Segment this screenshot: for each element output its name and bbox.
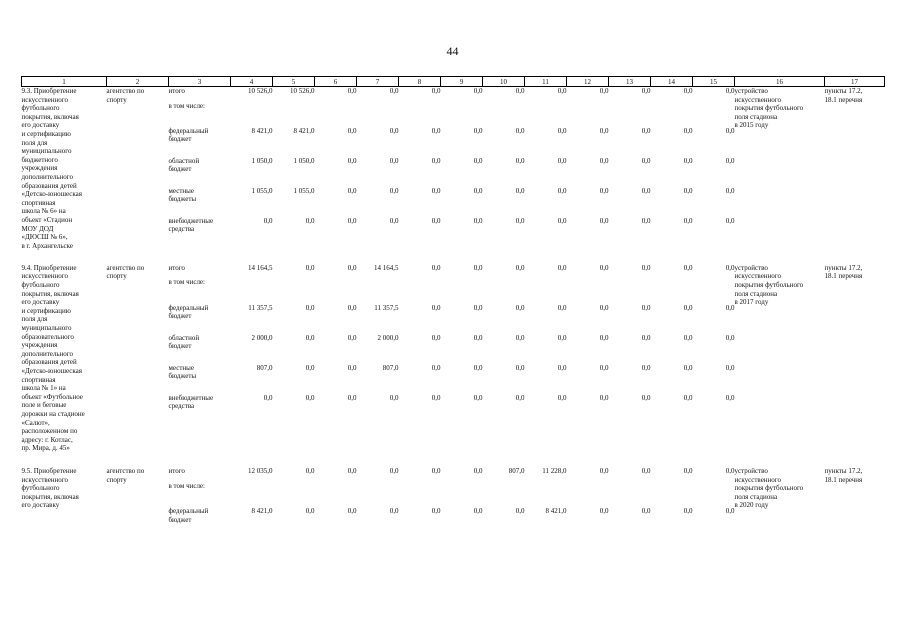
value-cell: 0,0	[515, 363, 525, 372]
table-body	[22, 87, 885, 538]
value-cell: 10 526,0	[290, 87, 315, 95]
funding-source-line: бюджет	[168, 342, 192, 351]
value-cell: 1 050,0	[251, 156, 273, 165]
including-label: в том числе:	[168, 278, 205, 287]
expected-result-line: поля стадиона	[734, 492, 778, 501]
value-cell: 0,0	[347, 467, 357, 476]
funding-source-line: бюджет	[168, 312, 192, 321]
measure-name-line: поля для	[21, 138, 48, 147]
funding-source-line: внебюджетные	[168, 393, 214, 402]
value-cell: 11 228,0	[542, 467, 567, 476]
measure-name-line: его доставку	[21, 501, 60, 510]
column-header-11: 11	[525, 77, 567, 87]
funding-source-line: областной	[168, 333, 200, 342]
executor	[107, 467, 169, 537]
funding-source-line: итого	[168, 467, 185, 476]
value-cell: 0,0	[305, 363, 315, 372]
reference-line: пункты 17.2,	[824, 467, 863, 476]
executor-line: спорту	[106, 475, 127, 484]
measure-name-line: объект «Стадион	[21, 215, 73, 224]
value-cell: 0,0	[683, 126, 693, 135]
executor	[107, 87, 169, 260]
value-cell: 0,0	[725, 87, 735, 95]
funding-source-line: итого	[168, 87, 185, 95]
measure-name-line: учреждения	[21, 164, 58, 173]
value-cell: 14 164,5	[374, 263, 399, 272]
funding-source	[169, 507, 231, 537]
header-row	[22, 77, 885, 87]
expected-result-line: искусственного	[734, 272, 781, 281]
value-cell: 0,0	[389, 507, 399, 516]
value-cell: 0,0	[515, 303, 525, 312]
value-cell: 0,0	[305, 507, 315, 516]
column-header-13: 13	[609, 77, 651, 87]
page-number: 44	[446, 44, 459, 58]
value-cell: 0,0	[599, 467, 609, 476]
value-cell: 0,0	[515, 156, 525, 165]
measure-name-line: футбольного	[21, 484, 60, 493]
value-cell: 0,0	[431, 156, 441, 165]
column-header-16: 16	[735, 77, 825, 87]
value-cell: 0,0	[473, 393, 483, 402]
column-header-15: 15	[693, 77, 735, 87]
measure-name-line: бюджетного	[21, 155, 58, 164]
value-cell: 0,0	[389, 393, 399, 402]
measure-name-line: МОУ ДОД	[21, 224, 54, 233]
measure-name-line: «Детско-юношеская	[21, 190, 82, 199]
value-cell: 0,0	[347, 363, 357, 372]
value-cell: 0,0	[599, 186, 609, 195]
value-cell: 11 357,5	[248, 303, 273, 312]
expected-result-line: в 2020 году	[734, 501, 769, 510]
measure-name-line: искусственного	[21, 95, 68, 104]
value-cell: 807,0	[382, 363, 399, 372]
funding-source	[169, 127, 231, 157]
measure-name-line: расположенном по	[21, 427, 78, 436]
measure-name-line: 9.4. Приобретение	[21, 263, 77, 272]
value-cell: 0,0	[557, 216, 567, 225]
value-cell: 0,0	[347, 263, 357, 272]
measure-name-line: покрытия, включая	[21, 289, 79, 298]
measure-name-line: «ДЮСШ № 6»,	[21, 233, 68, 242]
value-cell: 0,0	[431, 467, 441, 476]
value-cell: 0,0	[431, 126, 441, 135]
reference-line: пункты 17.2,	[824, 263, 863, 272]
measure-name-line: школа № 1» на	[21, 384, 66, 393]
value-cell: 0,0	[599, 303, 609, 312]
value-cell: 0,0	[599, 263, 609, 272]
column-header-3: 3	[169, 77, 231, 87]
measure-name-line: футбольного	[21, 281, 60, 290]
value-cell: 0,0	[305, 393, 315, 402]
value-cell: 0,0	[431, 393, 441, 402]
value-cell: 0,0	[515, 263, 525, 272]
funding-source-line: областной	[168, 156, 200, 165]
value-cell: 0,0	[431, 363, 441, 372]
value-cell: 1 050,0	[293, 156, 315, 165]
expected-result-line: устройство	[734, 263, 768, 272]
reference	[825, 467, 885, 537]
funding-source-line: федеральный	[168, 507, 209, 516]
value-cell: 8 421,0	[545, 507, 567, 516]
value-cell: 0,0	[725, 333, 735, 342]
value-cell: 0,0	[641, 303, 651, 312]
measure-name-line: образовательного	[21, 332, 74, 341]
value-cell: 0,0	[683, 186, 693, 195]
table-row	[22, 87, 885, 127]
measure-name-line: футбольного	[21, 104, 60, 113]
measure-name	[22, 467, 107, 537]
measure-name-line: пр. Мира, д. 45»	[21, 444, 70, 453]
measure-name-line: покрытия, включая	[21, 492, 79, 501]
measure-name	[22, 87, 107, 260]
funding-source-line: итого	[168, 263, 185, 272]
executor-line: спорту	[106, 272, 127, 281]
measure-name-line: его доставку	[21, 298, 60, 307]
table-row	[22, 264, 885, 304]
reference-line: 18.1 перечня	[824, 272, 863, 281]
value-cell: 0,0	[431, 216, 441, 225]
value-cell: 0,0	[599, 333, 609, 342]
value-cell: 0,0	[473, 263, 483, 272]
value-cell: 0,0	[725, 216, 735, 225]
measure-name-line: образования детей	[21, 181, 77, 190]
value-cell: 0,0	[641, 216, 651, 225]
funding-source	[169, 334, 231, 364]
value-cell: 0,0	[557, 263, 567, 272]
value-cell: 0,0	[683, 467, 693, 476]
value-cell: 0,0	[347, 156, 357, 165]
value-cell: 0,0	[599, 126, 609, 135]
value-cell: 0,0	[305, 467, 315, 476]
measure-name-line: учреждения	[21, 341, 58, 350]
expected-result-line: устройство	[734, 467, 768, 476]
value-cell: 0,0	[347, 507, 357, 516]
expected-result-line: покрытия футбольного	[734, 104, 804, 113]
reference-line: 18.1 перечня	[824, 95, 863, 104]
column-header-8: 8	[399, 77, 441, 87]
value-cell: 0,0	[347, 126, 357, 135]
value-cell: 0,0	[557, 87, 567, 95]
value-cell: 0,0	[515, 186, 525, 195]
expected-result-line: искусственного	[734, 95, 781, 104]
measure-name-line: дополнительного	[21, 172, 73, 181]
value-cell: 0,0	[683, 263, 693, 272]
value-cell: 14 164,5	[248, 263, 273, 272]
value-cell: 0,0	[641, 467, 651, 476]
expected-result	[735, 264, 825, 463]
value-cell: 1 055,0	[251, 186, 273, 195]
funding-source-line: бюджеты	[168, 195, 197, 204]
expected-result-line: в 2017 году	[734, 298, 769, 307]
value-cell: 0,0	[389, 87, 399, 95]
value-cell: 0,0	[641, 363, 651, 372]
value-cell: 0,0	[263, 216, 273, 225]
value-cell: 0,0	[347, 333, 357, 342]
value-cell: 0,0	[515, 333, 525, 342]
value-cell: 0,0	[473, 216, 483, 225]
funding-source	[169, 467, 231, 507]
value-cell: 0,0	[431, 333, 441, 342]
value-cell: 0,0	[683, 507, 693, 516]
value-cell: 0,0	[683, 156, 693, 165]
value-cell: 0,0	[431, 87, 441, 95]
funding-source	[169, 304, 231, 334]
value-cell: 0,0	[515, 126, 525, 135]
value-cell: 0,0	[557, 333, 567, 342]
column-header-10: 10	[483, 77, 525, 87]
table-row	[22, 467, 885, 507]
value-cell: 0,0	[557, 186, 567, 195]
measure-name-line: и сертификацию	[21, 306, 71, 315]
reference-line: пункты 17.2,	[824, 87, 863, 95]
funding-source-line: бюджет	[168, 165, 192, 174]
value-cell: 0,0	[473, 363, 483, 372]
measure-name-line: объект «Футбольное	[21, 392, 83, 401]
value-cell: 0,0	[557, 303, 567, 312]
column-header-5: 5	[273, 77, 315, 87]
including-label: в том числе:	[168, 481, 205, 490]
measure-name-line: и сертификацию	[21, 129, 71, 138]
measure-name-line: «Салют»,	[21, 418, 50, 427]
measure-name-line: школа № 6» на	[21, 207, 66, 216]
measure-name-line: его доставку	[21, 121, 60, 130]
value-cell: 807,0	[256, 363, 273, 372]
reference-line: 18.1 перечня	[824, 475, 863, 484]
value-cell: 0,0	[473, 156, 483, 165]
value-cell: 0,0	[347, 393, 357, 402]
value-cell: 0,0	[641, 126, 651, 135]
column-header-1: 1	[22, 77, 107, 87]
value-cell: 0,0	[389, 126, 399, 135]
value-cell: 0,0	[473, 467, 483, 476]
value-cell: 8 421,0	[251, 126, 273, 135]
value-cell: 0,0	[557, 393, 567, 402]
funding-source	[169, 157, 231, 187]
value-cell: 0,0	[599, 507, 609, 516]
value-cell: 0,0	[725, 263, 735, 272]
value-cell: 0,0	[347, 87, 357, 95]
value-cell: 0,0	[389, 156, 399, 165]
measure-name-line: 9.3. Приобретение	[21, 87, 77, 95]
column-header-7: 7	[357, 77, 399, 87]
measure-name	[22, 264, 107, 463]
funding-source	[169, 394, 231, 463]
funding-source	[169, 87, 231, 127]
measure-name-line: дорожки на стадионе	[21, 409, 85, 418]
value-cell: 0,0	[431, 303, 441, 312]
executor-line: агентство по	[106, 263, 145, 272]
value-cell: 0,0	[389, 186, 399, 195]
value-cell: 0,0	[599, 87, 609, 95]
value-cell: 0,0	[725, 126, 735, 135]
measure-name-line: покрытия, включая	[21, 112, 79, 121]
expected-result-line: в 2015 году	[734, 121, 769, 130]
expected-result-line: покрытия футбольного	[734, 484, 804, 493]
funding-source-line: местные	[168, 363, 194, 372]
column-header-6: 6	[315, 77, 357, 87]
budget-table	[21, 76, 885, 537]
funding-source-line: средства	[168, 402, 195, 411]
funding-source-line: бюджет	[168, 515, 192, 524]
funding-source-line: федеральный	[168, 303, 209, 312]
value-cell: 0,0	[347, 216, 357, 225]
value-cell: 0,0	[431, 186, 441, 195]
expected-result-line: поля стадиона	[734, 112, 778, 121]
value-cell: 0,0	[515, 216, 525, 225]
expected-result-line: поля стадиона	[734, 289, 778, 298]
value-cell: 0,0	[599, 216, 609, 225]
value-cell: 0,0	[725, 507, 735, 516]
reference	[825, 87, 885, 260]
funding-source-line: бюджет	[168, 135, 192, 144]
measure-name-line: образования детей	[21, 358, 77, 367]
expected-result-line: искусственного	[734, 475, 781, 484]
measure-name-line: поля для	[21, 315, 48, 324]
value-cell: 2 000,0	[377, 333, 399, 342]
value-cell: 0,0	[473, 507, 483, 516]
value-cell: 0,0	[557, 156, 567, 165]
column-header-12: 12	[567, 77, 609, 87]
including-label: в том числе:	[168, 101, 205, 110]
value-cell: 0,0	[725, 393, 735, 402]
executor-line: агентство по	[106, 467, 145, 476]
column-header-14: 14	[651, 77, 693, 87]
value-cell: 0,0	[641, 263, 651, 272]
value-cell: 0,0	[473, 333, 483, 342]
value-cell: 0,0	[515, 87, 525, 95]
funding-source	[169, 264, 231, 304]
value-cell: 0,0	[725, 467, 735, 476]
value-cell: 10 526,0	[248, 87, 273, 95]
value-cell: 0,0	[725, 186, 735, 195]
value-cell: 0,0	[683, 216, 693, 225]
value-cell: 0,0	[641, 87, 651, 95]
funding-source-line: бюджеты	[168, 372, 197, 381]
value-cell: 0,0	[305, 333, 315, 342]
executor-line: агентство по	[106, 87, 145, 95]
executor-line: спорту	[106, 95, 127, 104]
expected-result-line: устройство	[734, 87, 768, 95]
value-cell: 0,0	[305, 303, 315, 312]
value-cell: 0,0	[683, 303, 693, 312]
value-cell: 0,0	[347, 303, 357, 312]
value-cell: 0,0	[389, 216, 399, 225]
measure-name-line: искусственного	[21, 475, 68, 484]
value-cell: 0,0	[641, 186, 651, 195]
funding-source	[169, 364, 231, 394]
value-cell: 1 055,0	[293, 186, 315, 195]
value-cell: 0,0	[599, 156, 609, 165]
measure-name-line: спортивная	[21, 198, 56, 207]
value-cell: 0,0	[641, 156, 651, 165]
value-cell: 0,0	[599, 393, 609, 402]
measure-name-line: «Детско-юношеская	[21, 367, 82, 376]
value-cell: 8 421,0	[251, 507, 273, 516]
value-cell: 0,0	[515, 393, 525, 402]
value-cell: 0,0	[431, 507, 441, 516]
measure-name-line: муниципального	[21, 147, 72, 156]
funding-source-line: средства	[168, 225, 195, 234]
value-cell: 0,0	[725, 363, 735, 372]
value-cell: 0,0	[725, 303, 735, 312]
value-cell: 12 035,0	[248, 467, 273, 476]
column-header-2: 2	[107, 77, 169, 87]
funding-source	[169, 187, 231, 217]
value-cell: 0,0	[557, 126, 567, 135]
value-cell: 0,0	[641, 507, 651, 516]
value-cell: 8 421,0	[293, 126, 315, 135]
expected-result-line: покрытия футбольного	[734, 281, 804, 290]
funding-source-line: местные	[168, 186, 194, 195]
executor	[107, 264, 169, 463]
reference	[825, 264, 885, 463]
value-cell: 11 357,5	[374, 303, 399, 312]
value-cell: 0,0	[389, 467, 399, 476]
value-cell: 0,0	[473, 186, 483, 195]
value-cell: 0,0	[557, 363, 567, 372]
value-cell: 0,0	[473, 87, 483, 95]
expected-result	[735, 87, 825, 260]
measure-name-line: муниципального	[21, 324, 72, 333]
value-cell: 0,0	[683, 333, 693, 342]
measure-name-line: спортивная	[21, 375, 56, 384]
value-cell: 0,0	[641, 393, 651, 402]
measure-name-line: дополнительного	[21, 349, 73, 358]
value-cell: 0,0	[683, 87, 693, 95]
value-cell: 0,0	[473, 126, 483, 135]
value-cell: 0,0	[347, 186, 357, 195]
column-header-4: 4	[231, 77, 273, 87]
value-cell: 0,0	[683, 363, 693, 372]
value-cell: 807,0	[508, 467, 525, 476]
measure-name-line: 9.5. Приобретение	[21, 467, 77, 476]
funding-source-line: федеральный	[168, 126, 209, 135]
value-cell: 0,0	[473, 303, 483, 312]
value-cell: 0,0	[683, 393, 693, 402]
funding-source-line: внебюджетные	[168, 216, 214, 225]
measure-name-line: адресу: г. Котлас,	[21, 435, 73, 444]
column-header-9: 9	[441, 77, 483, 87]
column-header-17: 17	[825, 77, 885, 87]
measure-name-line: искусственного	[21, 272, 68, 281]
value-cell: 0,0	[305, 216, 315, 225]
value-cell: 0,0	[263, 393, 273, 402]
value-cell: 0,0	[725, 156, 735, 165]
value-cell: 0,0	[431, 263, 441, 272]
value-cell: 0,0	[305, 263, 315, 272]
expected-result	[735, 467, 825, 537]
funding-source	[169, 217, 231, 260]
value-cell: 0,0	[641, 333, 651, 342]
measure-name-line: в г. Архангельске	[21, 241, 73, 250]
value-cell: 2 000,0	[251, 333, 273, 342]
measure-name-line: поле и беговые	[21, 401, 67, 410]
value-cell: 0,0	[599, 363, 609, 372]
value-cell: 0,0	[515, 507, 525, 516]
